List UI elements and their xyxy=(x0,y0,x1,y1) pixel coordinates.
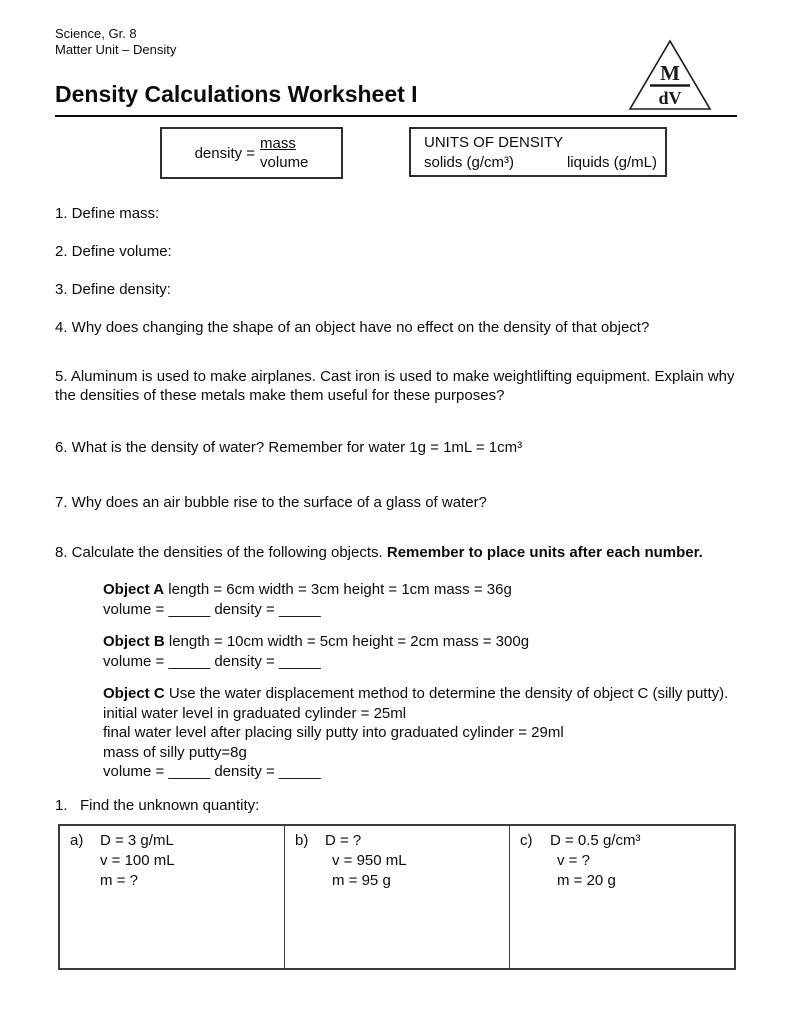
density-triangle-icon xyxy=(628,38,712,112)
object-c-final-level: final water level after placing silly putty into graduated cylinder = 29ml xyxy=(103,724,564,741)
object-b-label: Object B xyxy=(103,633,165,650)
questions-section xyxy=(55,204,737,562)
object-a-block xyxy=(103,580,737,619)
triangle-numerator: M xyxy=(660,61,680,85)
cell-c-first-line xyxy=(520,831,728,851)
object-a-blanks: volume = _____ density = _____ xyxy=(103,600,321,618)
object-a-label: Object A xyxy=(103,581,165,598)
cell-b-label: b) xyxy=(295,831,309,849)
cell-b-density: D = ? xyxy=(325,831,362,849)
units-liquids: liquids (g/mL) xyxy=(566,154,657,171)
units-solids: solids (g/cm³) xyxy=(424,154,515,171)
formula-fraction xyxy=(260,134,308,172)
cell-c-volume: v = ? xyxy=(557,851,590,869)
reference-boxes-row xyxy=(55,127,737,179)
object-c-desc: Use the water displacement method to determine the density of object C (silly putty). xyxy=(164,685,729,702)
object-b-desc: length = 10cm width = 5cm height = 2cm mass = 300g xyxy=(164,633,530,650)
cell-a-volume: v = 100 mL xyxy=(100,851,175,869)
cell-a-first-line xyxy=(70,831,278,851)
objects-section xyxy=(103,580,737,782)
object-c-mass: mass of silly putty=8g xyxy=(103,743,247,761)
cell-c-mass: m = 20 g xyxy=(557,871,616,889)
question-8-bold: Remember to place units after each number. xyxy=(386,544,703,561)
question-1: 1. Define mass: xyxy=(55,205,160,222)
find-unknown-text: Find the unknown quantity: xyxy=(80,796,260,814)
course-line: Science, Gr. 8 xyxy=(55,26,137,41)
question-4: 4. Why does changing the shape of an object have no effect on the density of that object? xyxy=(55,319,650,336)
units-of-density-box xyxy=(409,127,667,177)
object-c-block xyxy=(103,684,737,782)
cell-c-label: c) xyxy=(520,831,533,849)
question-7: 7. Why does an air bubble rise to the surface of a glass of water? xyxy=(55,494,487,511)
question-2: 2. Define volume: xyxy=(55,243,172,260)
object-c-line xyxy=(103,684,737,704)
table-cell-a xyxy=(60,826,284,968)
cell-a-mass: m = ? xyxy=(100,871,138,889)
page-title: Density Calculations Worksheet I xyxy=(55,81,418,107)
units-heading: UNITS OF DENSITY xyxy=(424,134,564,151)
cell-b-mass: m = 95 g xyxy=(332,871,391,889)
table-cell-b xyxy=(284,826,509,968)
object-c-initial-level: initial water level in graduated cylinder = 25ml xyxy=(103,704,407,722)
density-formula-box xyxy=(160,127,343,179)
question-8-normal: 8. Calculate the densities of the following objects. xyxy=(55,544,387,561)
triangle-denominator: dV xyxy=(658,88,682,108)
object-a-line xyxy=(103,580,737,600)
find-unknown-number: 1. xyxy=(55,796,68,814)
table-cell-c xyxy=(509,826,734,968)
question-3: 3. Define density: xyxy=(55,281,171,298)
unit-line: Matter Unit – Density xyxy=(55,41,177,57)
formula-numerator: mass xyxy=(260,135,296,152)
cell-b-volume: v = 950 mL xyxy=(332,851,407,869)
unknown-quantity-table xyxy=(58,824,736,970)
cell-a-label: a) xyxy=(70,831,84,849)
object-c-label: Object C xyxy=(103,685,165,702)
question-6: 6. What is the density of water? Remember for water 1g = 1mL = 1cm³ xyxy=(55,439,523,456)
formula-lhs: density = xyxy=(194,144,256,162)
object-b-line xyxy=(103,632,737,652)
object-c-blanks: volume = _____ density = _____ xyxy=(103,763,321,780)
find-unknown-heading xyxy=(55,796,737,815)
question-5: 5. Aluminum is used to make airplanes. Cast iron is used to make weightlifting equipment. Explain why the densities of these metals make them useful for these purposes? xyxy=(55,368,735,404)
cell-b-first-line xyxy=(295,831,503,851)
cell-c-density: D = 0.5 g/cm³ xyxy=(550,831,641,849)
formula-denominator: volume xyxy=(260,154,309,171)
object-b-block xyxy=(103,632,737,671)
units-values-row xyxy=(424,153,657,172)
cell-a-density: D = 3 g/mL xyxy=(100,831,174,849)
object-b-blanks: volume = _____ density = _____ xyxy=(103,652,321,670)
question-8 xyxy=(55,543,737,562)
object-a-desc: length = 6cm width = 3cm height = 1cm mass = 36g xyxy=(164,581,512,598)
